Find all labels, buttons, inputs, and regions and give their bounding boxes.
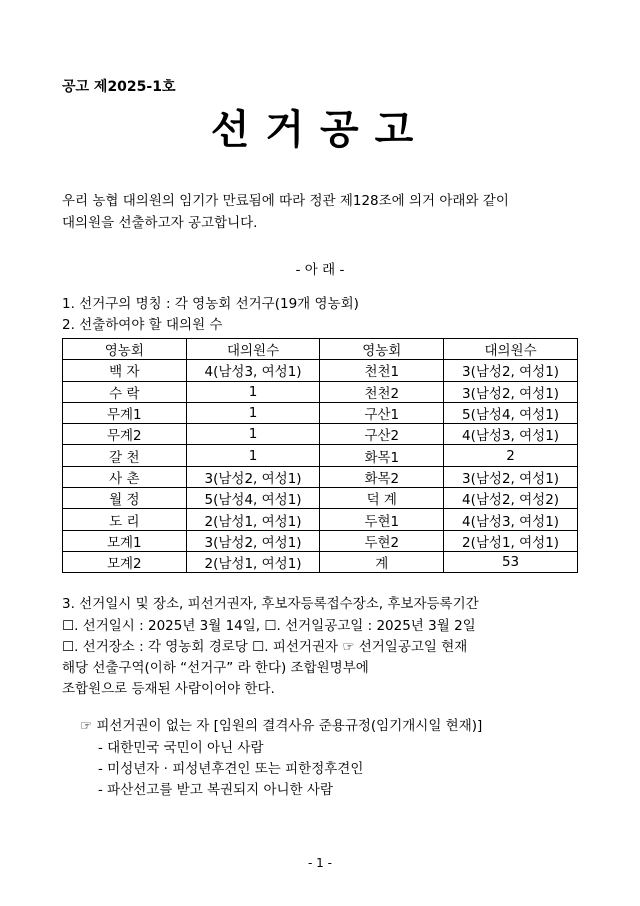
ineligible-heading: ☞ 피선거권이 없는 자 [임원의 결격사유 준용규정(임기개시일 현재)] [80, 718, 483, 734]
table-row [63, 360, 578, 381]
item-3-line-4: 조합원으로 등재된 사람이어야 한다. [62, 681, 275, 697]
table-cell: 3(남성2, 여성1) [444, 360, 578, 381]
table-row [63, 466, 578, 487]
table-cell: 구산1 [320, 402, 444, 423]
item-3: 3. 선거일시 및 장소, 피선거권자, 후보자등록접수장소, 후보자등록기간 [62, 596, 479, 612]
table-cell: 3(남성2, 여성1) [444, 466, 578, 487]
table-cell: 사 촌 [63, 466, 187, 487]
item-3-line-2: ☐. 선거장소 : 각 영농회 경로당 ☐. 피선거권자 ☞ 선거일공고일 현재 [62, 639, 468, 655]
item-3-line-1: ☐. 선거일시 : 2025년 3월 14일, ☐. 선거일공고일 : 2025년 3월 2일 [62, 618, 476, 634]
table-row [63, 530, 578, 551]
table-cell: 2(남성1, 여성1) [444, 530, 578, 551]
header-cell: 영농회 [320, 339, 444, 360]
table-row [63, 551, 578, 572]
table-cell: 2(남성1, 여성1) [186, 551, 320, 572]
table-cell: 1 [186, 402, 320, 423]
table-cell: 53 [444, 551, 578, 572]
table-cell: 천천2 [320, 381, 444, 402]
table-row [63, 381, 578, 402]
table-cell: 4(남성3, 여성1) [444, 509, 578, 530]
notice-number: 공고 제2025-1호 [62, 79, 176, 95]
table-cell: 두현1 [320, 509, 444, 530]
table-cell: 3(남성2, 여성1) [186, 466, 320, 487]
table-cell: 4(남성3, 여성1) [186, 360, 320, 381]
header-cell: 대의원수 [444, 339, 578, 360]
table-cell: 월 정 [63, 488, 187, 509]
separator: - 아 래 - [295, 262, 345, 278]
item-3-line-3: 해당 선출구역(이하 “선거구” 라 한다) 조합원명부에 [62, 660, 369, 676]
table-row [63, 424, 578, 445]
table-cell: 1 [186, 381, 320, 402]
table-cell: 수 락 [63, 381, 187, 402]
table-cell: 3(남성2, 여성1) [186, 530, 320, 551]
table-cell: 도 리 [63, 509, 187, 530]
page-number: - 1 - [308, 856, 332, 870]
table-cell: 3(남성2, 여성1) [444, 381, 578, 402]
table-cell: 화목1 [320, 445, 444, 466]
table-header-row [63, 339, 578, 360]
table-cell: 2(남성1, 여성1) [186, 509, 320, 530]
table-cell: 모계2 [63, 551, 187, 572]
table-cell: 무계1 [63, 402, 187, 423]
table-cell: 모계1 [63, 530, 187, 551]
header-cell: 대의원수 [186, 339, 320, 360]
table-row [63, 445, 578, 466]
table-row [63, 488, 578, 509]
ineligible-item: - 대한민국 국민이 아닌 사람 [98, 740, 264, 756]
ineligible-item: - 파산선고를 받고 복권되지 아니한 사람 [98, 782, 333, 798]
table-cell: 백 자 [63, 360, 187, 381]
table-cell: 계 [320, 551, 444, 572]
table-cell: 덕 계 [320, 488, 444, 509]
table-cell: 무계2 [63, 424, 187, 445]
table-cell: 2 [444, 445, 578, 466]
intro-line-1: 우리 농협 대의원의 임기가 만료됨에 따라 정관 제128조에 의거 아래와 같이 [62, 193, 509, 209]
table-cell: 천천1 [320, 360, 444, 381]
table-cell: 구산2 [320, 424, 444, 445]
delegate-table [62, 338, 578, 573]
intro-line-2: 대의원을 선출하고자 공고합니다. [62, 215, 258, 231]
item-2: 2. 선출하여야 할 대의원 수 [62, 317, 223, 333]
table-row [63, 509, 578, 530]
table-cell: 갈 천 [63, 445, 187, 466]
table-cell: 두현2 [320, 530, 444, 551]
item-1: 1. 선거구의 명칭 : 각 영농회 선거구(19개 영농회) [62, 296, 359, 312]
table-cell: 5(남성4, 여성1) [444, 402, 578, 423]
document-title: 선거공고 [210, 106, 430, 153]
table-cell: 4(남성3, 여성1) [444, 424, 578, 445]
header-cell: 영농회 [63, 339, 187, 360]
table-cell: 1 [186, 424, 320, 445]
table-cell: 1 [186, 445, 320, 466]
table-cell: 화목2 [320, 466, 444, 487]
ineligible-item: - 미성년자 · 피성년후견인 또는 피한정후견인 [98, 761, 364, 777]
table-cell: 4(남성2, 여성2) [444, 488, 578, 509]
table-cell: 5(남성4, 여성1) [186, 488, 320, 509]
table-row [63, 402, 578, 423]
